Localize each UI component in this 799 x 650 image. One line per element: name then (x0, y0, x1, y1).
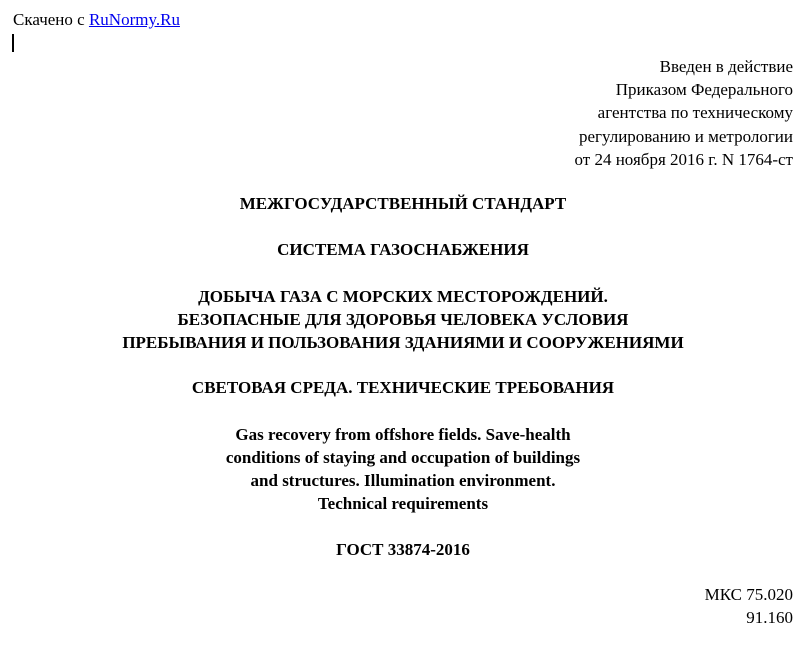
standard-type-heading: МЕЖГОСУДАРСТВЕННЫЙ СТАНДАРТ (239, 194, 567, 213)
source-line (13, 9, 180, 31)
classification-code: 91.160 (746, 608, 793, 627)
approval-line: Введен в действие (659, 57, 793, 76)
classification-codes (705, 583, 793, 629)
approval-line: Приказом Федерального (615, 80, 793, 100)
english-title (0, 423, 799, 515)
classification-code: МКС 75.020 (704, 585, 793, 604)
text-cursor (12, 34, 14, 52)
title-line: ПРЕБЫВАНИЯ И ПОЛЬЗОВАНИЯ ЗДАНИЯМИ И СООРУЖЕНИЯМИ (122, 333, 684, 352)
system-heading: СИСТЕМА ГАЗОСНАБЖЕНИЯ (277, 240, 529, 259)
approval-block (575, 55, 794, 171)
english-title-line: Gas recovery from offshore fields. Save-health (235, 425, 571, 444)
english-title-line: conditions of staying and occupation of buildings (225, 448, 581, 467)
english-title-line: and structures. Illumination environment. (250, 471, 556, 490)
title-line: БЕЗОПАСНЫЕ ДЛЯ ЗДОРОВЬЯ ЧЕЛОВЕКА УСЛОВИЯ (177, 310, 629, 329)
approval-line: агентства по техническому (597, 103, 793, 123)
approval-line: от 24 ноября 2016 г. N 1764-ст (574, 149, 793, 169)
title-line: ДОБЫЧА ГАЗА С МОРСКИХ МЕСТОРОЖДЕНИЙ. (198, 287, 608, 306)
source-link[interactable]: RuNormy.Ru (88, 10, 180, 29)
english-title-line: Technical requirements (317, 494, 489, 513)
source-prefix: Скачено с (13, 10, 89, 29)
document-title (0, 285, 799, 354)
gost-number: ГОСТ 33874-2016 (336, 540, 470, 559)
approval-line: регулированию и метрологии (578, 126, 793, 146)
document-subtitle: СВЕТОВАЯ СРЕДА. ТЕХНИЧЕСКИЕ ТРЕБОВАНИЯ (191, 378, 615, 397)
